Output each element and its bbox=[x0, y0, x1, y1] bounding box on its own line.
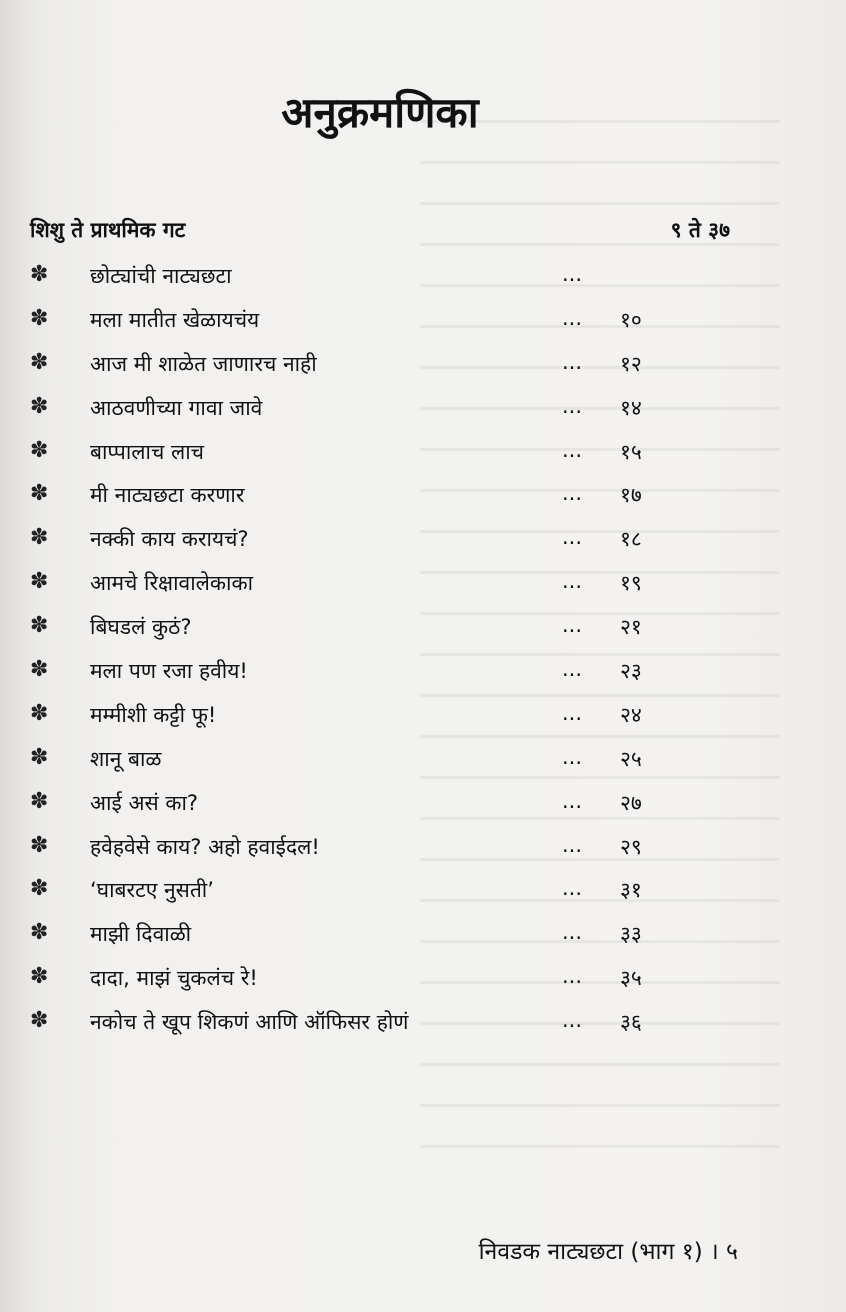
toc-entry-page: २५ bbox=[620, 746, 642, 771]
toc-entry-title: नकोच ते खूप शिकणं आणि ऑफिसर होणं bbox=[90, 1010, 409, 1035]
toc-entry-page: २९ bbox=[620, 834, 642, 859]
toc-entry bbox=[0, 258, 846, 302]
toc-leader-dots: ... bbox=[562, 920, 583, 945]
toc-leader-dots: ... bbox=[562, 613, 583, 638]
bullet-star-icon: ✽ bbox=[30, 657, 49, 683]
toc-entry-page: २७ bbox=[620, 790, 642, 815]
toc-entry-page: २३ bbox=[620, 659, 642, 684]
toc-leader-dots: ... bbox=[562, 525, 583, 550]
toc-entry-page: १९ bbox=[620, 571, 642, 596]
toc-entry-title: माझी दिवाळी bbox=[90, 922, 192, 947]
toc-entry-page: २१ bbox=[620, 615, 642, 640]
toc-entry-title: मी नाट्यछटा करणार bbox=[90, 483, 245, 508]
toc-entry bbox=[0, 916, 846, 960]
toc-entry-page: ३३ bbox=[620, 922, 642, 947]
toc-entry-title: आठवणीच्या गावा जावे bbox=[90, 395, 263, 420]
toc-entry bbox=[0, 1004, 846, 1048]
toc-entry bbox=[0, 960, 846, 1004]
toc-entry-title: हवेहवेसे काय? अहो हवाईदल! bbox=[90, 834, 320, 859]
toc-entry-page: ३५ bbox=[620, 966, 642, 991]
toc-entry bbox=[0, 697, 846, 741]
toc-leader-dots: ... bbox=[562, 876, 583, 901]
toc-entry bbox=[0, 872, 846, 916]
toc-leader-dots: ... bbox=[562, 788, 583, 813]
toc-list bbox=[0, 258, 846, 1048]
toc-entry bbox=[0, 785, 846, 829]
toc-leader-dots: ... bbox=[562, 393, 583, 418]
bullet-star-icon: ✽ bbox=[30, 349, 49, 375]
bullet-star-icon: ✽ bbox=[30, 876, 49, 902]
toc-entry-title: ‘घाबरटए नुसती’ bbox=[90, 878, 214, 903]
toc-entry-page: १८ bbox=[620, 527, 642, 552]
toc-leader-dots: ... bbox=[562, 481, 583, 506]
toc-leader-dots: ... bbox=[562, 569, 583, 594]
toc-entry-title: दादा, माझं चुकलंच रे! bbox=[90, 966, 258, 991]
bullet-star-icon: ✽ bbox=[30, 700, 49, 726]
toc-leader-dots: ... bbox=[562, 1008, 583, 1033]
toc-entry bbox=[0, 653, 846, 697]
bullet-star-icon: ✽ bbox=[30, 569, 49, 595]
toc-entry-title: मला पण रजा हवीय! bbox=[90, 659, 248, 684]
toc-entry-title: मम्मीशी कट्टी फू! bbox=[90, 702, 217, 727]
toc-leader-dots: ... bbox=[562, 262, 583, 286]
bullet-star-icon: ✽ bbox=[30, 920, 49, 946]
bullet-star-icon: ✽ bbox=[30, 393, 49, 419]
toc-leader-dots: ... bbox=[562, 964, 583, 989]
toc-entry bbox=[0, 521, 846, 565]
toc-entry bbox=[0, 741, 846, 785]
bullet-star-icon: ✽ bbox=[30, 1008, 49, 1034]
bullet-star-icon: ✽ bbox=[30, 305, 49, 331]
toc-entry-page: ३१ bbox=[620, 878, 642, 903]
toc-leader-dots: ... bbox=[562, 700, 583, 725]
toc-entry-page: १७ bbox=[620, 483, 642, 508]
toc-entry bbox=[0, 390, 846, 434]
toc-entry bbox=[0, 346, 846, 390]
toc-entry-title: नक्की काय करायचं? bbox=[90, 527, 249, 552]
toc-entry-title: आज मी शाळेत जाणारच नाही bbox=[90, 351, 317, 376]
bullet-star-icon: ✽ bbox=[30, 788, 49, 814]
toc-leader-dots: ... bbox=[562, 349, 583, 374]
toc-entry-title: छोट्यांची नाट्यछटा bbox=[90, 264, 232, 288]
toc-entry-page: ३६ bbox=[620, 1010, 642, 1035]
bullet-star-icon: ✽ bbox=[30, 964, 49, 990]
toc-entry-page: १० bbox=[620, 307, 642, 332]
toc-entry-title: आमचे रिक्षावालेकाका bbox=[90, 571, 254, 596]
toc-entry bbox=[0, 434, 846, 478]
toc-entry-title: बाप्पालाच लाच bbox=[90, 439, 204, 464]
bullet-star-icon: ✽ bbox=[30, 613, 49, 639]
toc-leader-dots: ... bbox=[562, 832, 583, 857]
toc-entry bbox=[0, 565, 846, 609]
toc-entry-title: शानू बाळ bbox=[90, 746, 162, 771]
bullet-star-icon: ✽ bbox=[30, 744, 49, 770]
toc-entry-page: २४ bbox=[620, 702, 642, 727]
section-page-range: ९ ते ३७ bbox=[670, 218, 730, 242]
page-title: अनुक्रमणिका bbox=[281, 88, 479, 137]
toc-entry bbox=[0, 477, 846, 521]
bullet-star-icon: ✽ bbox=[30, 437, 49, 463]
toc-entry-title: मला मातीत खेळायचंय bbox=[90, 307, 260, 332]
toc-entry-title: बिघडलं कुठं? bbox=[90, 615, 192, 640]
bullet-star-icon: ✽ bbox=[30, 525, 49, 551]
toc-leader-dots: ... bbox=[562, 437, 583, 462]
toc-entry-page: १२ bbox=[620, 351, 642, 376]
toc-entry-page: १५ bbox=[620, 439, 642, 464]
toc-entry-title: आई असं का? bbox=[90, 790, 199, 815]
bullet-star-icon: ✽ bbox=[30, 262, 49, 287]
toc-leader-dots: ... bbox=[562, 305, 583, 330]
section-header bbox=[30, 212, 740, 248]
bullet-star-icon: ✽ bbox=[30, 832, 49, 858]
toc-entry bbox=[0, 829, 846, 873]
toc-leader-dots: ... bbox=[562, 744, 583, 769]
bullet-star-icon: ✽ bbox=[30, 481, 49, 507]
toc-entry-page: १४ bbox=[620, 395, 642, 420]
page-footer: निवडक नाट्यछटा (भाग १) । ५ bbox=[478, 1239, 738, 1265]
section-title: शिशु ते प्राथमिक गट bbox=[30, 218, 186, 242]
toc-leader-dots: ... bbox=[562, 657, 583, 682]
toc-entry bbox=[0, 609, 846, 653]
toc-entry bbox=[0, 302, 846, 346]
